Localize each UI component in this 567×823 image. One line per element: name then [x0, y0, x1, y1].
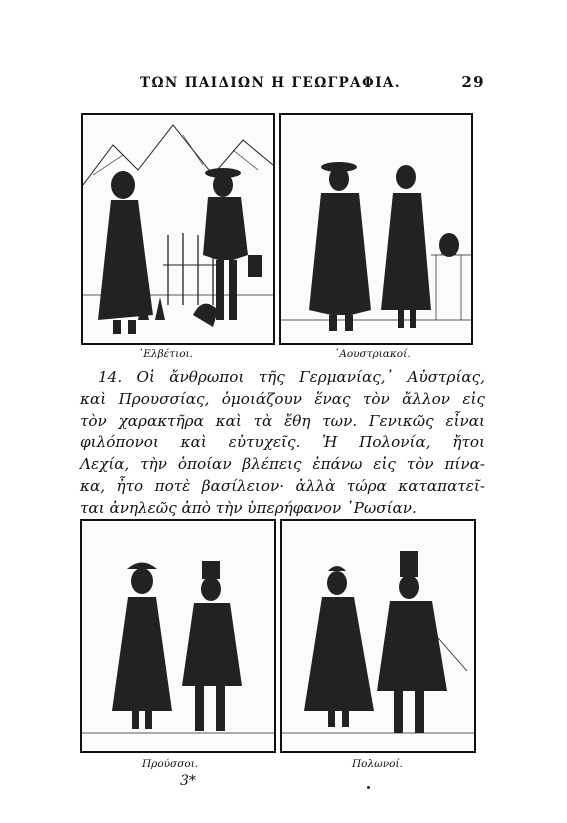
paragraph-line: ται ἀνηλεῶς ἀπὸ τὴν ὑπερήφανον ῾Ρωσίαν. [80, 498, 417, 517]
paragraph-line: καὶ Προυσσίας, ὁμοιάζουν ἕνας τὸν ἄλλον εἰς [80, 389, 485, 408]
prussian-engraving [82, 521, 274, 751]
swiss-engraving [83, 115, 273, 343]
caption-prussian: Προύσσοι. [142, 758, 199, 770]
body-paragraph [80, 367, 485, 520]
paragraph-line: φιλόπονοι καὶ εὐτυχεῖς. Ἡ Πολονία, ἤτοι [80, 433, 485, 452]
paragraph-line: Λεχία, τὴν ὁποίαν βλέπεις ἐπάνω εἰς τὸν πίνα- [80, 455, 485, 474]
page-title: ΤΩΝ ΠΑΙΔΙΩΝ Η ΓΕΩΓΡΑΦΙΑ. [140, 75, 401, 91]
caption-swiss: ᾿Ελβέτιοι. [138, 348, 193, 360]
plate-swiss-illustration [81, 113, 275, 345]
running-header [140, 75, 485, 95]
page-number: 29 [461, 73, 485, 91]
paragraph-line: 14. Οἱ ἄνθρωποι τῆς Γερμανίας,᾿ Αὐστρίας, [98, 368, 485, 386]
paragraph-line: κα, ἦτο ποτὲ βασίλειον· ἀλλὰ τώρα καταπατεῖ- [80, 476, 485, 495]
plate-polish-illustration [280, 519, 476, 753]
polish-engraving [282, 521, 474, 751]
plate-austrian-illustration [279, 113, 473, 345]
austrian-engraving [281, 115, 471, 343]
ink-dot [367, 786, 370, 789]
plate-prussian-illustration [80, 519, 276, 753]
signature-mark: 3* [180, 773, 196, 789]
caption-austrian: ᾿Αουστριακοί. [334, 348, 411, 360]
paragraph-line: τὸν χαρακτῆρα καὶ τὰ ἔθη των. Γενικῶς εἶναι [80, 411, 485, 430]
caption-polish: Πολωνοί. [352, 758, 403, 770]
